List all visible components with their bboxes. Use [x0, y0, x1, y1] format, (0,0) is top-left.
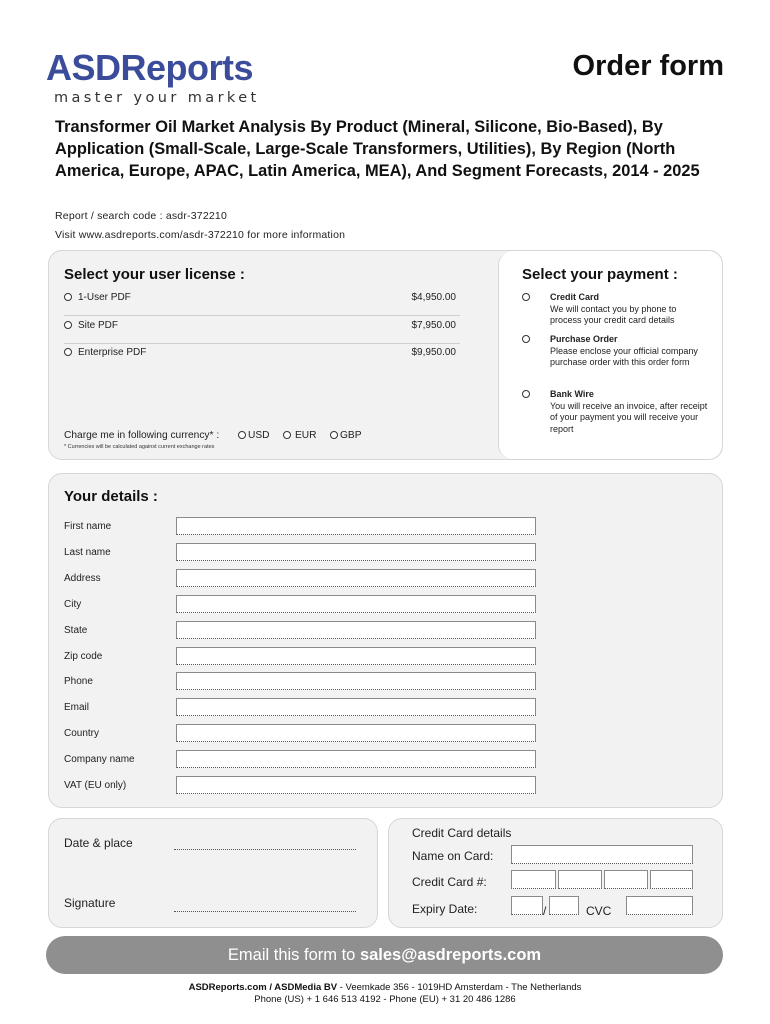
card-number-field-1[interactable] [511, 870, 556, 889]
license-label: Site PDF [78, 320, 119, 331]
payment-desc: Please enclose your official company purchase order with this order form [550, 345, 698, 367]
license-option-1-user[interactable] [64, 292, 460, 316]
expiry-month-field[interactable] [511, 896, 543, 915]
radio-icon[interactable] [64, 321, 72, 329]
vat-field[interactable] [176, 776, 536, 794]
field-label-vat: VAT (EU only) [64, 780, 127, 791]
license-label: 1-User PDF [78, 292, 131, 303]
radio-icon[interactable] [522, 390, 530, 398]
footer-address [0, 982, 770, 993]
license-heading: Select your user license : [64, 266, 245, 283]
footer-address-text: - Veemkade 356 - 1019HD Amsterdam - The Netherlands [337, 982, 582, 993]
payment-title: Bank Wire [550, 389, 594, 399]
currency-label-usd: USD [248, 430, 270, 441]
report-code: Report / search code : asdr-372210 [55, 210, 227, 222]
address-field[interactable] [176, 569, 536, 587]
radio-icon[interactable] [283, 431, 291, 439]
radio-icon[interactable] [330, 431, 338, 439]
zip-code-field[interactable] [176, 647, 536, 665]
payment-title: Credit Card [550, 292, 600, 302]
card-number-field-4[interactable] [650, 870, 693, 889]
currency-label: Charge me in following currency* : [64, 430, 220, 441]
field-label-zip-code: Zip code [64, 651, 103, 662]
first-name-field[interactable] [176, 517, 536, 535]
field-label-phone: Phone [64, 676, 93, 687]
currency-footnote: * Currencies will be calculated against current exchange rates [64, 444, 215, 450]
email-link[interactable]: sales@asdreports.com [359, 946, 542, 964]
report-visit-link[interactable]: Visit www.asdreports.com/asdr-372210 for more information [55, 229, 346, 241]
email-banner [46, 936, 723, 974]
footer-phones: Phone (US) + 1 646 513 4192 - Phone (EU) + 31 20 486 1286 [254, 994, 516, 1005]
name-on-card-field[interactable] [511, 845, 693, 864]
radio-icon[interactable] [64, 293, 72, 301]
country-field[interactable] [176, 724, 536, 742]
order-form-title: Order form [572, 50, 724, 82]
radio-icon[interactable] [238, 431, 246, 439]
card-number-label: Credit Card #: [412, 875, 487, 889]
expiry-separator: / [543, 904, 547, 918]
license-price: $9,950.00 [411, 347, 456, 358]
radio-icon[interactable] [522, 293, 530, 301]
footer-company: ASDReports.com / ASDMedia BV [188, 982, 338, 993]
asdreports-logo [46, 47, 260, 106]
payment-desc: We will contact you by phone to process your credit card details [550, 303, 677, 325]
payment-desc: You will receive an invoice, after receipt of your payment you will receive your report [550, 400, 708, 434]
field-label-country: Country [64, 728, 100, 739]
currency-option-gbp[interactable] [330, 430, 362, 441]
expiry-date-label: Expiry Date: [412, 902, 478, 916]
card-number-field-2[interactable] [558, 870, 602, 889]
name-on-card-label: Name on Card: [412, 849, 494, 863]
city-field[interactable] [176, 595, 536, 613]
date-place-label: Date & place [64, 836, 133, 850]
cvc-label: CVC [586, 904, 612, 918]
logo-wordmark [46, 47, 260, 88]
license-label: Enterprise PDF [78, 347, 147, 358]
field-label-email: Email [64, 702, 90, 713]
expiry-year-field[interactable] [549, 896, 579, 915]
card-number-field-3[interactable] [604, 870, 648, 889]
license-price: $4,950.00 [411, 292, 456, 303]
signature-label: Signature [64, 896, 116, 910]
radio-icon[interactable] [522, 335, 530, 343]
logo-tagline: master your market [54, 90, 260, 106]
field-label-last-name: Last name [64, 547, 111, 558]
currency-label-eur: EUR [295, 430, 317, 441]
date-place-line[interactable] [174, 849, 356, 850]
license-option-site[interactable] [64, 320, 460, 344]
field-label-city: City [64, 599, 82, 610]
currency-option-usd[interactable] [238, 430, 270, 441]
logo-part-reports: Reports [120, 47, 254, 88]
license-option-enterprise[interactable] [64, 347, 460, 371]
currency-option-eur[interactable] [283, 430, 317, 441]
last-name-field[interactable] [176, 543, 536, 561]
details-heading: Your details : [64, 488, 158, 505]
state-field[interactable] [176, 621, 536, 639]
credit-card-heading: Credit Card details [412, 826, 512, 840]
company-name-field[interactable] [176, 750, 536, 768]
payment-heading: Select your payment : [522, 266, 678, 283]
logo-part-asd: ASD [46, 47, 121, 88]
email-field[interactable] [176, 698, 536, 716]
report-title: Transformer Oil Market Analysis By Product (Mineral, Silicone, Bio-Based), By Application (Small-Scale, Large-Scale Transformers, Utilities), By Region (North America, Europe, APAC, Latin America, MEA), And Segment Forecasts, 2014 - 2025 [55, 118, 700, 180]
field-label-company-name: Company name [64, 754, 135, 765]
field-label-first-name: First name [64, 521, 112, 532]
email-banner-prefix: Email this form to [227, 946, 360, 964]
currency-label-gbp: GBP [340, 430, 362, 441]
radio-icon[interactable] [64, 348, 72, 356]
field-label-state: State [64, 625, 88, 636]
cvc-field[interactable] [626, 896, 693, 915]
signature-line[interactable] [174, 911, 356, 912]
phone-field[interactable] [176, 672, 536, 690]
license-price: $7,950.00 [411, 320, 456, 331]
payment-title: Purchase Order [550, 334, 618, 344]
field-label-address: Address [64, 573, 101, 584]
